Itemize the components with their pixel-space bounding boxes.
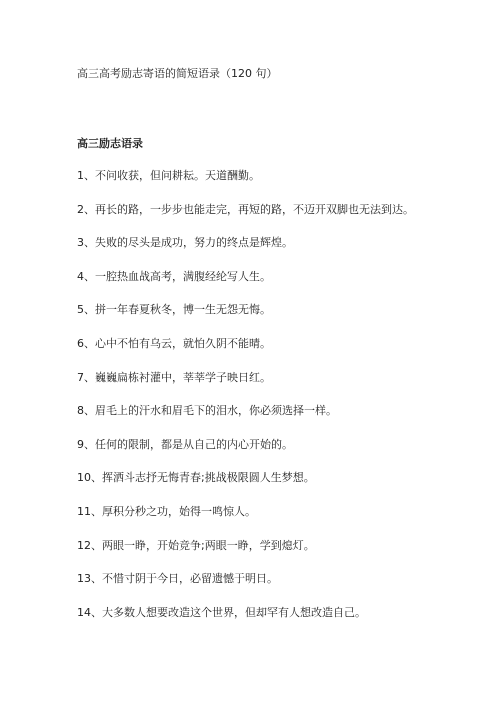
quote-item: 9、任何的限制，都是从自己的内心开始的。	[77, 437, 293, 451]
quote-item: 12、两眼一睁，开始竞争;两眼一睁，学到熄灯。	[77, 538, 315, 552]
section-heading: 高三励志语录	[77, 137, 143, 150]
quote-item: 6、心中不怕有乌云，就怕久阴不能晴。	[77, 336, 271, 350]
quote-item: 2、再长的路，一步步也能走完，再短的路，不迈开双脚也无法到达。	[77, 202, 414, 216]
quote-item: 3、失败的尽头是成功，努力的终点是辉煌。	[77, 236, 293, 250]
quote-item: 14、大多数人想要改造这个世界，但却罕有人想改造自己。	[77, 605, 366, 619]
quote-item: 7、巍巍扁栋衬灌中，莘莘学子映日红。	[77, 370, 271, 384]
quote-item: 11、厚积分秒之功，始得一鸣惊人。	[77, 504, 256, 518]
quote-item: 8、眉毛上的汗水和眉毛下的泪水，你必须选择一样。	[77, 404, 337, 418]
quote-item: 5、拼一年春夏秋冬，博一生无怨无悔。	[77, 303, 271, 317]
quote-list	[77, 168, 477, 638]
quote-item: 1、不问收获，但问耕耘。天道酬勤。	[77, 169, 260, 182]
quote-item: 10、挥洒斗志抒无悔青春;挑战极限圆人生梦想。	[77, 471, 315, 485]
quote-item: 13、不惜寸阴于今日，必留遗憾于明日。	[77, 572, 278, 586]
quote-item: 4、一腔热血战高考，满腹经纶写人生。	[77, 269, 271, 283]
document-title: 高三高考励志寄语的简短语录（120 句）	[77, 67, 278, 80]
